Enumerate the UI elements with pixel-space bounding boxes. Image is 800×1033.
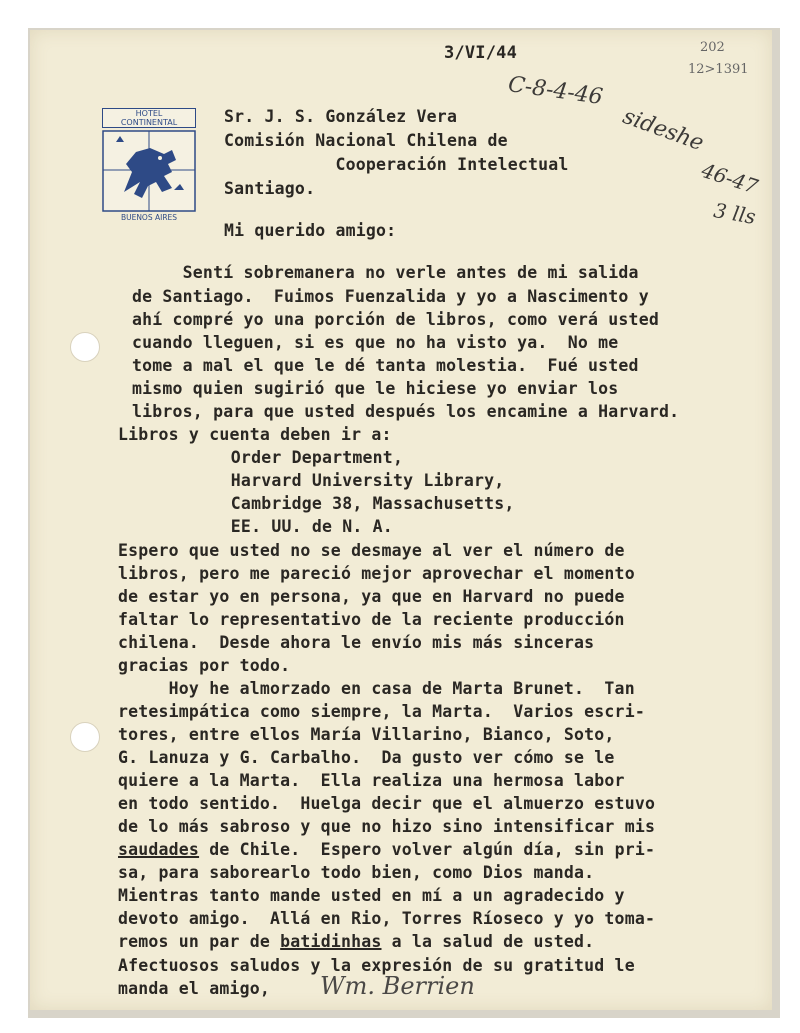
body-line-26-rest: de Chile. Espero volver algún día, sin pri- — [199, 840, 656, 859]
recipient-org: Comisión Nacional Chilena de — [224, 131, 508, 150]
body-line-25: de lo más sabroso y que no hizo sino intensificar mis — [118, 817, 656, 836]
letterhead-line1: HOTEL — [135, 109, 163, 118]
body-line-16: faltar lo representativo de la reciente producción — [118, 610, 625, 629]
letterhead-line2: CONTINENTAL — [120, 118, 178, 127]
punch-hole-top — [70, 332, 100, 362]
archive-code-2: 12>1391 — [688, 62, 749, 77]
body-line-30-start: remos un par de — [118, 932, 281, 951]
body-line-18: gracias por todo. — [118, 656, 291, 675]
address-line-4: EE. UU. de N. A. — [170, 517, 393, 536]
body-line-13: Espero que usted no se desmaye al ver el número de — [118, 541, 625, 560]
closing-line-1: Afectuosos saludos y la expresión de su gratitud le — [118, 956, 635, 975]
body-line-6: mismo quien sugirió que le hiciese yo enviar los — [132, 379, 619, 398]
recipient-name: Sr. J. S. González Vera — [224, 107, 458, 126]
body-line-1: Sentí sobremanera no verle antes de mi salida — [132, 263, 639, 282]
recipient-dept: Cooperación Intelectual — [224, 155, 569, 174]
body-line-3: ahí compré yo una porción de libros, como verá usted — [132, 310, 659, 329]
address-line-2: Harvard University Library, — [170, 471, 505, 490]
body-line-2: de Santiago. Fuimos Fuenzalida y yo a Nascimento y — [132, 287, 649, 306]
archive-code-1: 202 — [700, 40, 725, 55]
body-line-30-end: a la salud de usted. — [381, 932, 595, 951]
lion-crest-icon — [102, 130, 196, 212]
body-line-24: en todo sentido. Huelga decir que el almuerzo estuvo — [118, 794, 656, 813]
handwritten-note-3: 46-47 — [698, 158, 761, 199]
letterhead-name — [102, 108, 196, 128]
body-line-17: chilena. Desde ahora le envío mis más sinceras — [118, 633, 595, 652]
body-line-14: libros, pero me pareció mejor aprovechar el momento — [118, 564, 635, 583]
address-line-3: Cambridge 38, Massachusetts, — [170, 494, 515, 513]
handwritten-note-1: C-8-4-46 — [506, 72, 605, 110]
body-line-5: tome a mal el que le dé tanta molestia. Fué usted — [132, 356, 639, 375]
letterhead-city: BUENOS AIRES — [120, 213, 178, 222]
body-line-20: retesimpática como siempre, la Marta. Varios escri- — [118, 702, 645, 721]
punch-hole-bottom — [70, 722, 100, 752]
body-line-19: Hoy he almorzado en casa de Marta Brunet. Tan — [118, 679, 635, 698]
underlined-word-batidinhas: batidinhas — [280, 932, 382, 951]
body-line-23: quiere a la Marta. Ella realiza una hermosa labor — [118, 771, 625, 790]
body-line-29: devoto amigo. Allá en Rio, Torres Ríoseco y yo toma- — [118, 909, 656, 928]
underlined-word-saudades: saudades — [118, 840, 200, 859]
body-line-30 — [118, 931, 594, 953]
address-line-1: Order Department, — [170, 448, 404, 467]
letter-date: 3/VI/44 — [444, 43, 518, 63]
body-line-26 — [118, 839, 655, 861]
body-line-21: tores, entre ellos María Villarino, Bianco, Soto, — [118, 725, 615, 744]
body-line-7: libros, para que usted después los encamine a Harvard. — [132, 402, 680, 421]
body-line-27: sa, para saborearlo todo bien, como Dios manda. — [118, 863, 595, 882]
salutation: Mi querido amigo: — [224, 221, 397, 240]
body-line-22: G. Lanuza y G. Carbalho. Da gusto ver cómo se le — [118, 748, 615, 767]
body-line-8: Libros y cuenta deben ir a: — [118, 425, 392, 444]
handwritten-note-2: sideshe — [619, 104, 707, 157]
body-line-4: cuando lleguen, si es que no ha visto ya. No me — [132, 333, 619, 352]
signature: Wm. Berrien — [320, 972, 475, 1000]
body-line-28: Mientras tanto mande usted en mí a un agradecido y — [118, 886, 625, 905]
body-line-15: de estar yo en persona, ya que en Harvard no puede — [118, 587, 625, 606]
hotel-letterhead-logo — [102, 108, 196, 232]
handwritten-note-4: 3 lls — [711, 198, 758, 229]
closing-line-2: manda el amigo, — [118, 979, 271, 998]
recipient-city: Santiago. — [224, 179, 316, 198]
